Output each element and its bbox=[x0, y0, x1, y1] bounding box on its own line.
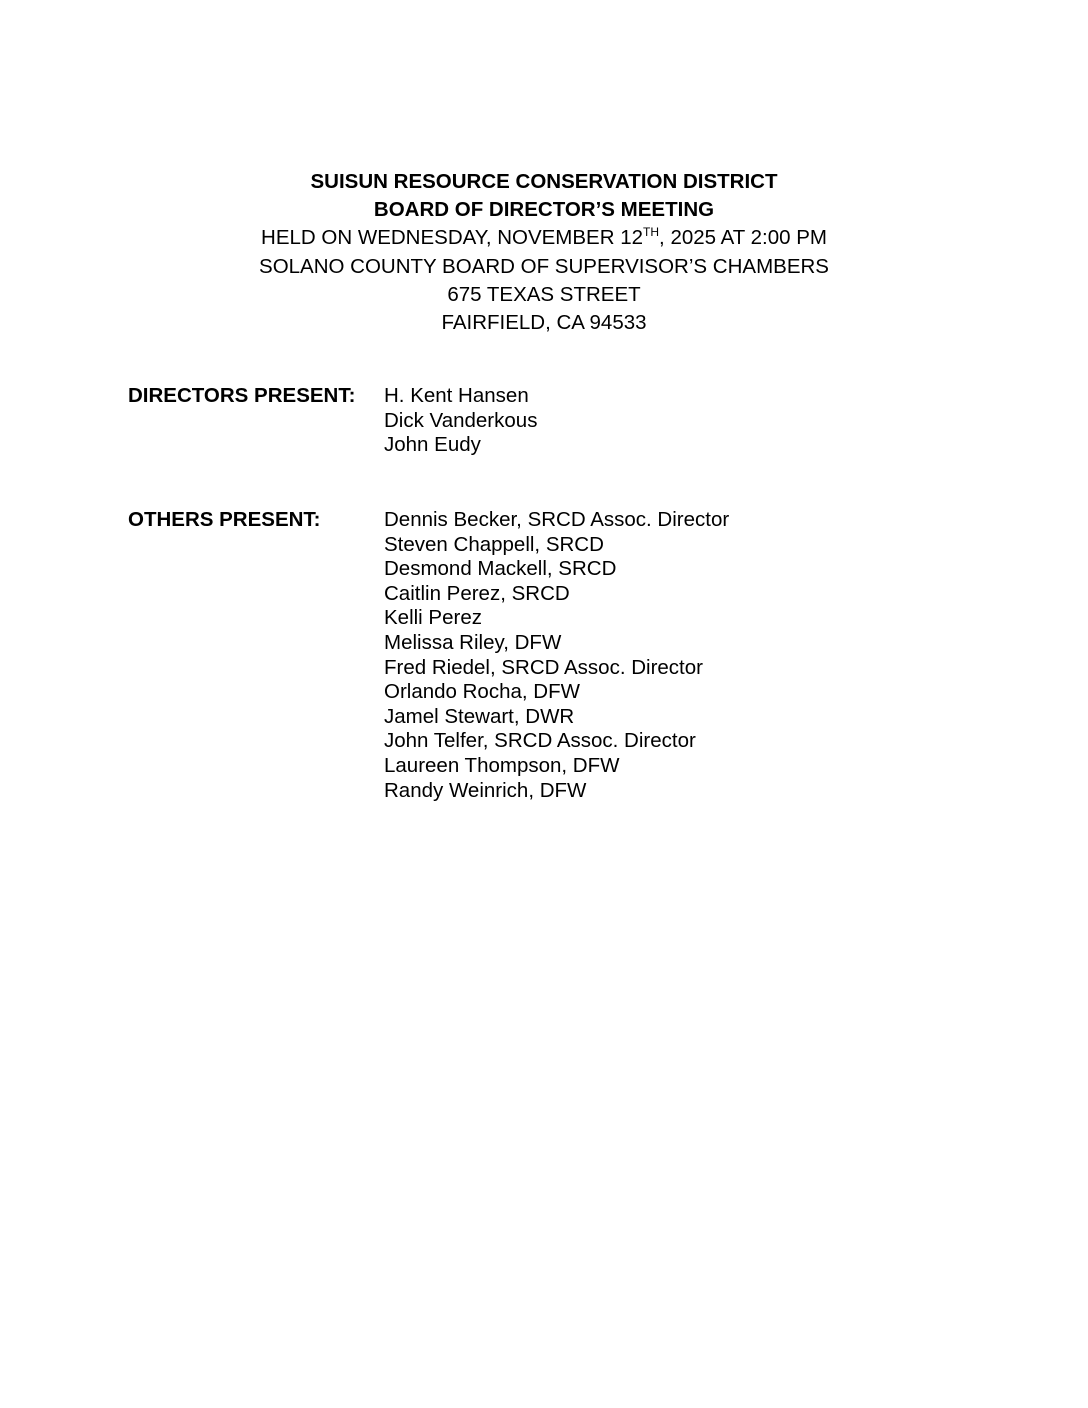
meeting-date bbox=[0, 224, 1088, 252]
attendee-name: Randy Weinrich, DFW bbox=[384, 778, 587, 802]
attendee-name: Orlando Rocha, DFW bbox=[384, 680, 580, 704]
meeting-title: BOARD OF DIRECTOR’S MEETING bbox=[373, 198, 715, 222]
directors-present-label: DIRECTORS PRESENT: bbox=[128, 384, 356, 407]
attendee-name: Laureen Thompson, DFW bbox=[384, 753, 620, 777]
attendee-name: Caitlin Perez, SRCD bbox=[384, 581, 570, 605]
director-name: H. Kent Hansen bbox=[384, 384, 529, 407]
org-name: SUISUN RESOURCE CONSERVATION DISTRICT bbox=[310, 170, 778, 193]
directors-list bbox=[384, 384, 537, 458]
attendee-name: Jamel Stewart, DWR bbox=[384, 704, 575, 728]
document-header bbox=[0, 168, 1088, 337]
meeting-city: FAIRFIELD, CA 94533 bbox=[441, 311, 647, 335]
others-present-label: OTHERS PRESENT: bbox=[128, 508, 321, 531]
meeting-location: SOLANO COUNTY BOARD OF SUPERVISOR’S CHAMBERS bbox=[259, 254, 829, 278]
director-name: John Eudy bbox=[384, 433, 481, 457]
meeting-date-ordinal: TH bbox=[643, 225, 660, 240]
attendee-name: Steven Chappell, SRCD bbox=[384, 532, 604, 556]
attendee-name: John Telfer, SRCD Assoc. Director bbox=[384, 729, 696, 753]
attendee-name: Kelli Perez bbox=[384, 606, 482, 630]
meeting-date-suffix: , 2025 AT 2:00 PM bbox=[659, 226, 827, 250]
director-name: Dick Vanderkous bbox=[384, 408, 538, 432]
meeting-street: 675 TEXAS STREET bbox=[447, 282, 641, 306]
attendee-name: Desmond Mackell, SRCD bbox=[384, 557, 617, 581]
meeting-date-prefix: HELD ON WEDNESDAY, NOVEMBER 12 bbox=[261, 226, 644, 250]
attendee-name: Dennis Becker, SRCD Assoc. Director bbox=[384, 508, 730, 531]
others-list bbox=[384, 508, 729, 803]
attendee-name: Fred Riedel, SRCD Assoc. Director bbox=[384, 655, 703, 679]
attendee-name: Melissa Riley, DFW bbox=[384, 630, 562, 654]
